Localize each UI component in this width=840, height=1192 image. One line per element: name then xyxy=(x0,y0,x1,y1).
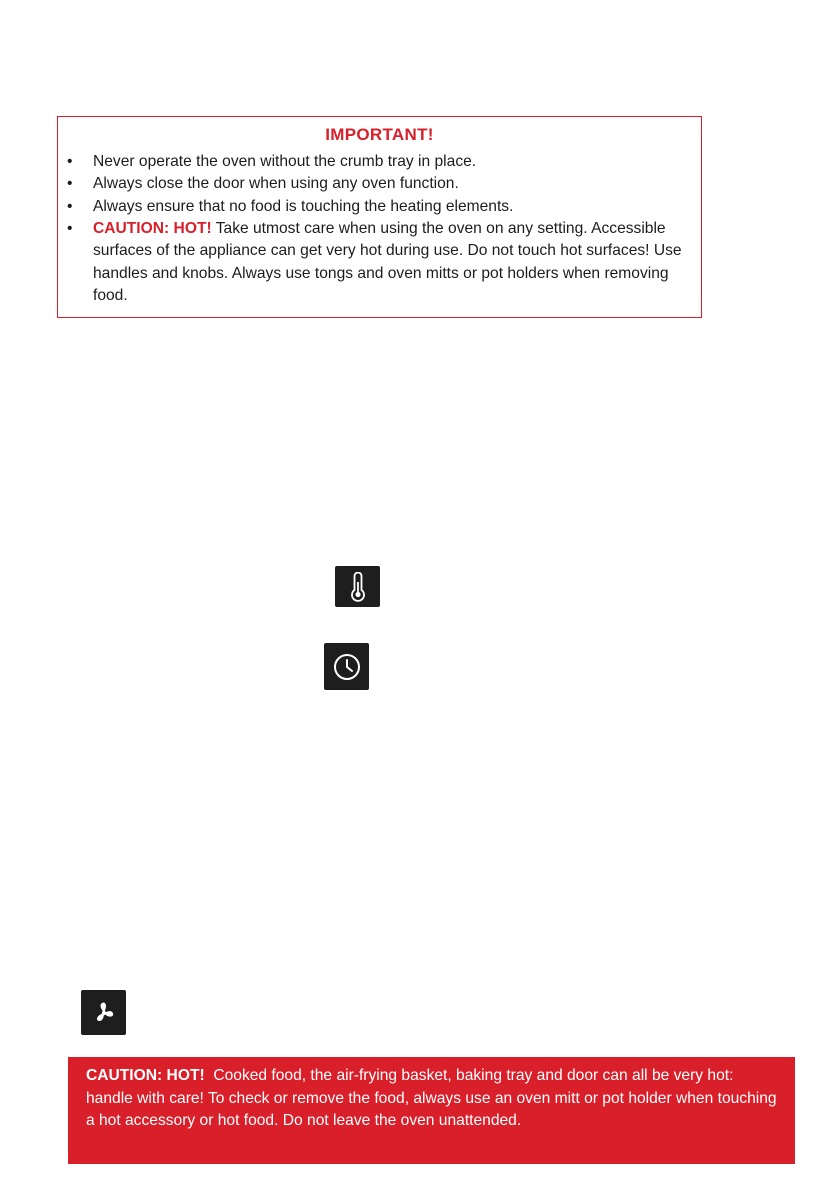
fan-icon xyxy=(81,990,126,1035)
list-item-text: Always ensure that no food is touching the heating elements. xyxy=(93,197,514,215)
bullet: • xyxy=(67,175,73,193)
caution-banner xyxy=(68,1057,795,1164)
bullet: • xyxy=(67,220,73,238)
thermometer-icon xyxy=(335,566,380,607)
clock-icon xyxy=(324,643,369,690)
bullet: • xyxy=(67,197,73,215)
bullet: • xyxy=(67,153,73,170)
list-item xyxy=(58,196,693,218)
caution-banner-text: Cooked food, the air-frying basket, baking tray and door can all be very hot: handle with care! To check or remove the food, always use an oven mitt or pot holder when touching a hot accessory or hot food. Do not leave the oven unattended. xyxy=(86,1067,781,1129)
list-item-text: Take utmost care when using the oven on any setting. Accessible surfaces of the appliance can get very hot during use. Do not touch hot surfaces! Use handles and knobs. Always use tongs and oven mitts or pot holders when removing food. xyxy=(93,220,682,304)
list-item-text: Never operate the oven without the crumb tray in place. xyxy=(93,153,477,170)
important-notice-box xyxy=(57,116,702,318)
list-item xyxy=(58,173,693,195)
important-list xyxy=(58,151,693,307)
important-title: IMPORTANT! xyxy=(325,125,434,144)
list-item xyxy=(58,218,693,307)
caution-label: CAUTION: HOT! xyxy=(93,220,212,238)
list-item-text: Always close the door when using any oven function. xyxy=(93,175,459,193)
caution-banner-label: CAUTION: HOT! xyxy=(86,1067,205,1084)
list-item xyxy=(58,151,693,173)
